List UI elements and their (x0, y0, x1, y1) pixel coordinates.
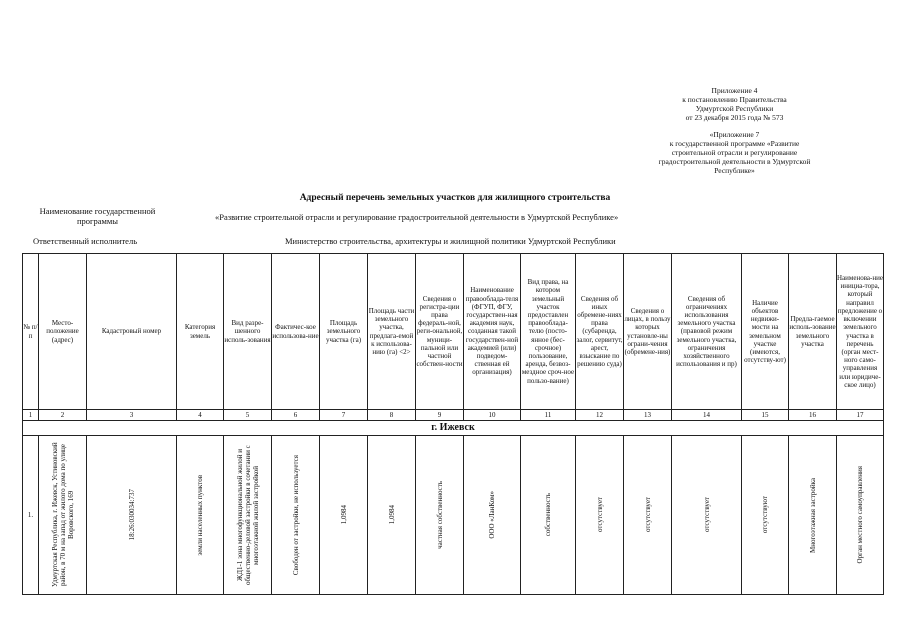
column-number: 10 (464, 410, 521, 421)
table-cell (672, 436, 742, 595)
table-cell (320, 436, 368, 595)
executor-label: Ответственный исполнитель (33, 236, 138, 246)
column-header: Сведения об иных обремене-ниях права (субаренда, залог, сервитут, арест, взыскание по решению суда) (576, 254, 624, 410)
land-plots-table (22, 253, 884, 595)
appendix-7-line: строительной отрасли и регулирование (671, 148, 798, 157)
cell-real-estate: отсутствуют (761, 496, 769, 534)
cell-right-type: собственность (544, 493, 552, 537)
column-header: Категория земель (177, 254, 224, 410)
table-cell (39, 436, 87, 595)
table-cell (177, 436, 224, 595)
column-number: 16 (789, 410, 837, 421)
cell-initiator: Орган местного самоуправления (856, 466, 864, 564)
column-header: № п/п (23, 254, 39, 410)
cell-address: Удмуртская Республика, г. Ижевск, Устиновский район, в 70 м на запад от жилого дома по улице Воровского, 169 (50, 442, 75, 588)
column-header: Место-положение (адрес) (39, 254, 87, 410)
column-header: Сведения о лицах, в пользу которых установле-ны ограни-чения (обремене-ния) (624, 254, 672, 410)
table-cell (272, 436, 320, 595)
table-header-row (23, 254, 884, 410)
city-name: г. Ижевск (23, 421, 884, 436)
cell-proposed-use: Многоэтажная застройка (808, 477, 817, 553)
column-header: Сведения об ограничениях использования земельного участка (правовой режим земельного участка, ограничения хозяйственного использования и пр) (672, 254, 742, 410)
column-number: 14 (672, 410, 742, 421)
column-header: Площадь земельного участка (га) (320, 254, 368, 410)
row-number: 1. (23, 436, 39, 595)
executor-name: Министерство строительства, архитектуры и жилищной политики Удмуртской Республики (285, 236, 616, 246)
column-header: Сведения о регистра-ции права федераль-ной, реги-ональной, муници-пальной или частной собствен-ности (416, 254, 464, 410)
table-cell (742, 436, 789, 595)
appendix-7-header (612, 130, 857, 175)
cell-restrictions: отсутствует (702, 497, 711, 533)
column-number: 12 (576, 410, 624, 421)
appendix-4-line: Удмуртской Республики (695, 104, 774, 113)
column-number: 17 (837, 410, 884, 421)
column-header: Фактичес-кое использова-ние (272, 254, 320, 410)
column-number: 11 (521, 410, 576, 421)
column-number-row (23, 410, 884, 421)
cell-permitted-use: ЖД1-1 зона многофункциональной жилой и общественно-деловой застройки в сочетании с многоэтажной жилой застройкой (235, 445, 260, 585)
city-row (23, 421, 884, 436)
appendix-7-line: Республике» (714, 166, 755, 175)
column-number: 8 (368, 410, 416, 421)
table-cell (87, 436, 177, 595)
column-number: 1 (23, 410, 39, 421)
document-title: Адресный перечень земельных участков для жилищного строительства (299, 193, 611, 203)
column-header: Вид права, на котором земельный участок предоставлен правооблада-телю (посто-янное (бес-срочное) пользование, аренда, безвоз-мездное сроч-ное пользо-вание) (521, 254, 576, 410)
column-number: 2 (39, 410, 87, 421)
cell-usable-area: 1,0984 (387, 505, 396, 525)
appendix-7-line: «Приложение 7 (709, 130, 760, 139)
column-header: Кадастровый номер (87, 254, 177, 410)
table-cell (224, 436, 272, 595)
column-number: 6 (272, 410, 320, 421)
column-number: 13 (624, 410, 672, 421)
cell-rights-holder: ООО «ЛанКом» (488, 491, 496, 539)
table-row (23, 436, 884, 595)
table-cell (416, 436, 464, 595)
column-number: 5 (224, 410, 272, 421)
column-header: Наименова-ние инициа-тора, который направил предложение о включении земельного участка в перечень (орган мест-ного само-управления или юридиче-ское лицо) (837, 254, 884, 410)
table-cell (464, 436, 521, 595)
cell-plot-area: 1,0984 (339, 505, 348, 525)
program-label: Наименование государственной программы (39, 206, 156, 226)
table-cell (368, 436, 416, 595)
column-header: Площадь части земельного участка, предлага-емой к использова-нию (га) <2> (368, 254, 416, 410)
column-header: Наименование правооблада-теля (ФГУП, ФГУ, государствен-ная академия наук, созданная такой государствен-ной академией (или) подведом-ственная ей организация) (464, 254, 521, 410)
column-header: Предла-гаемое исполь-зование земельного участка (789, 254, 837, 410)
column-number: 4 (177, 410, 224, 421)
column-header: Вид разре-шенного исполь-зования (224, 254, 272, 410)
column-number: 9 (416, 410, 464, 421)
column-number: 7 (320, 410, 368, 421)
column-number: 3 (87, 410, 177, 421)
table-cell (624, 436, 672, 595)
appendix-4-line: к постановлению Правительства (682, 95, 787, 104)
appendix-4-line: Приложение 4 (711, 86, 758, 95)
cell-encumbrances: отсутствует (595, 497, 604, 533)
column-header: Наличие объектов недвижи-мости на земельном участке (имеются, отсутству-ют) (742, 254, 789, 410)
appendix-7-line: к государственной программе «Развитие (669, 139, 800, 148)
table-cell (576, 436, 624, 595)
appendix-4-header (612, 86, 857, 122)
appendix-7-line: градостроительной деятельности в Удмуртской (658, 157, 811, 166)
cell-ownership: частная собственность (435, 481, 444, 549)
table-cell (521, 436, 576, 595)
cell-actual-use: Свободен от застройки, не используется (291, 454, 300, 576)
cell-cadastral-number: 18:26:030034:737 (127, 489, 136, 541)
column-number: 15 (742, 410, 789, 421)
table-cell (837, 436, 884, 595)
table-cell (789, 436, 837, 595)
cell-encumbrance-persons: отсутствует (643, 497, 652, 533)
appendix-4-line: от 23 декабря 2015 года № 573 (685, 113, 784, 122)
program-name: «Развитие строительной отрасли и регулирование градостроительной деятельности в Удмуртской Республике» (215, 212, 619, 222)
cell-land-category: земли населенных пунктов (196, 474, 204, 556)
